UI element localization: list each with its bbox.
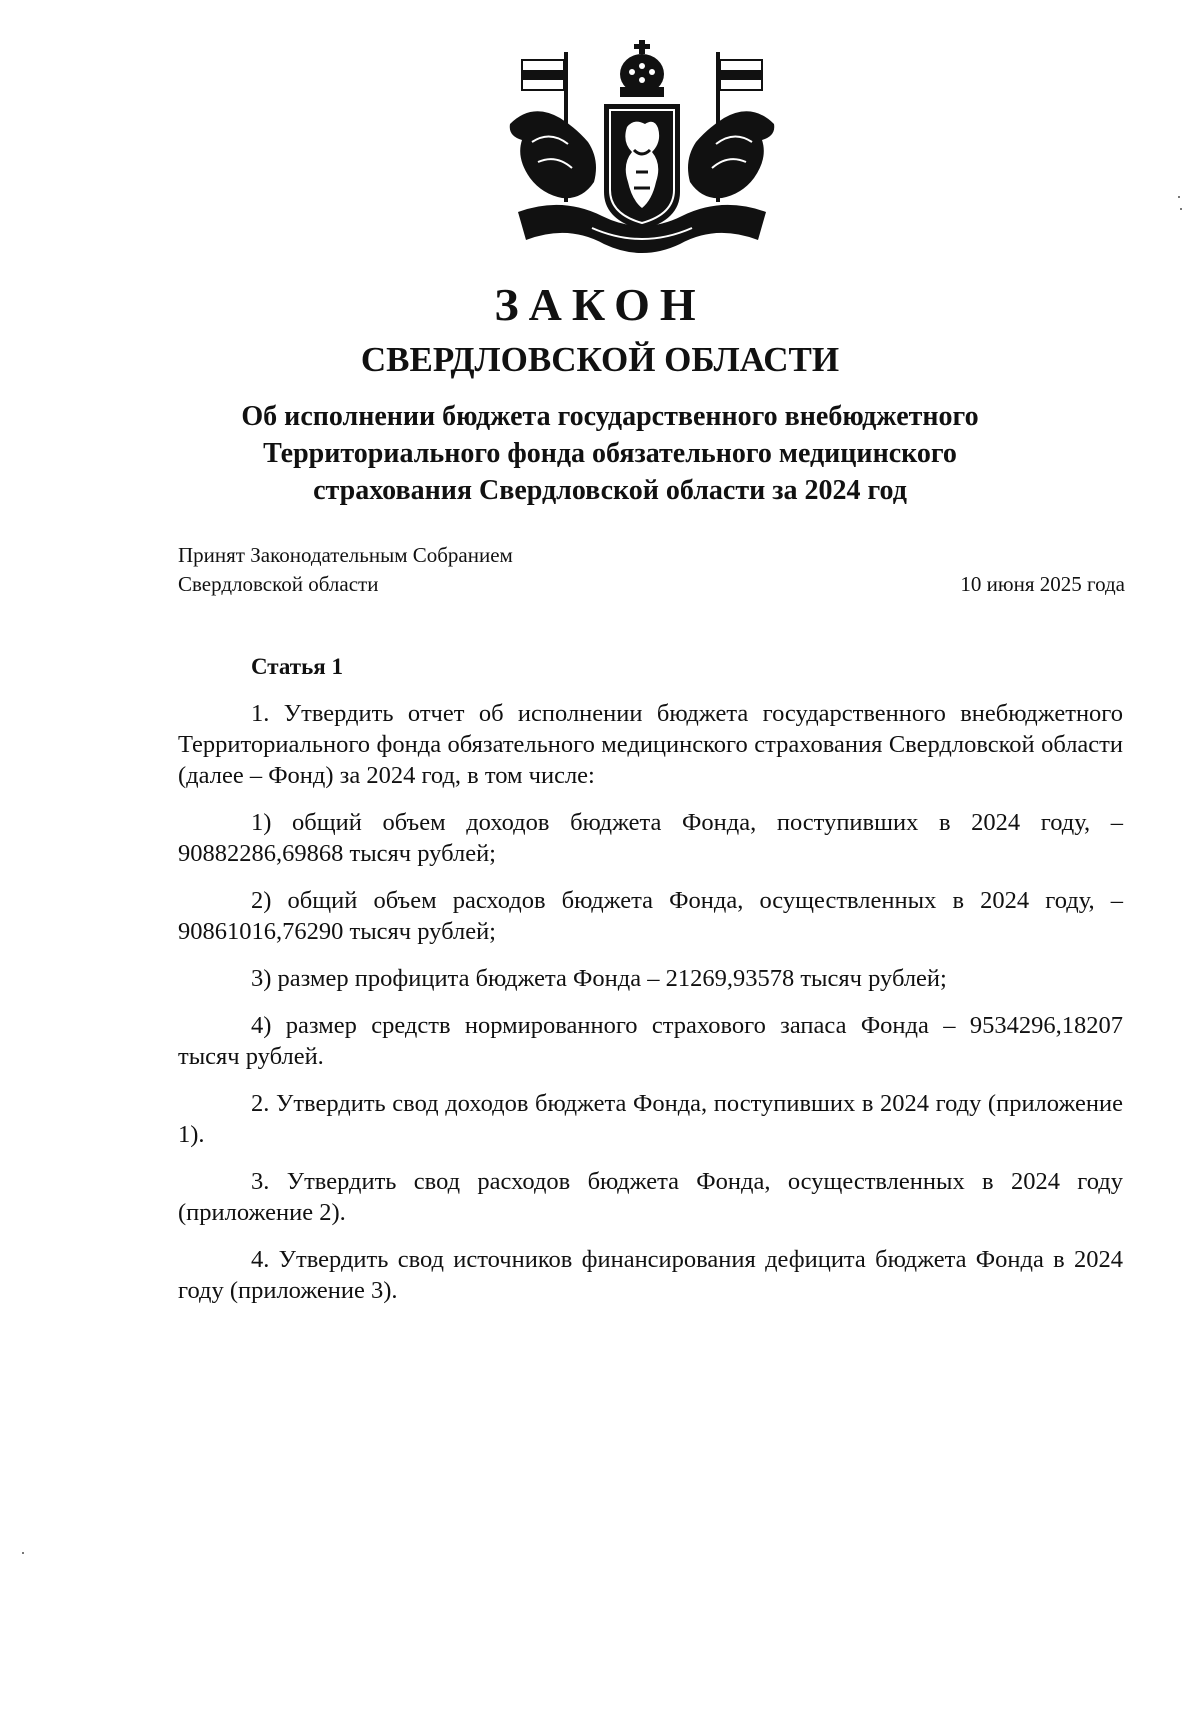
document-subject-line: Об исполнении бюджета государственного внебюджетного: [241, 401, 979, 432]
document-subject-title: [170, 398, 1050, 509]
article-paragraph: 3. Утвердить свод расходов бюджета Фонда, осуществленных в 2024 году (приложение 2).: [178, 1168, 1123, 1226]
article-paragraph: 2) общий объем расходов бюджета Фонда, осуществленных в 2024 году, – 90861016,76290 тысяч рублей;: [178, 887, 1123, 945]
article-body: [178, 698, 1123, 1322]
document-subject-line: страхования Свердловской области за 2024 год: [313, 475, 907, 506]
article-paragraph: 3) размер профицита бюджета Фонда – 21269,93578 тысяч рублей;: [251, 965, 947, 992]
adoption-authority-line: Свердловской области: [178, 572, 379, 596]
document-subject-line: Территориального фонда обязательного медицинского: [263, 438, 957, 469]
article-heading: Статья 1: [251, 654, 343, 679]
adoption-authority-line: Принят Законодательным Собранием: [178, 543, 513, 567]
article-paragraph: 2. Утвердить свод доходов бюджета Фонда, поступивших в 2024 году (приложение 1).: [178, 1090, 1123, 1148]
article-paragraph: 4. Утвердить свод источников финансирования дефицита бюджета Фонда в 2024 году (приложение 3).: [178, 1246, 1123, 1304]
scan-speck: [1178, 196, 1180, 198]
adoption-date: 10 июня 2025 года: [960, 572, 1125, 596]
adoption-authority: [178, 541, 513, 599]
region-title: СВЕРДЛОВСКОЙ ОБЛАСТИ: [360, 340, 840, 379]
article-paragraph: 1) общий объем доходов бюджета Фонда, поступивших в 2024 году, – 90882286,69868 тысяч рублей;: [178, 809, 1123, 867]
article-paragraph: 1. Утвердить отчет об исполнении бюджета государственного внебюджетного Территориального фонда обязательного медицинского страхования Свердловской области (далее – Фонд) за 2024 год, в том числе:: [178, 700, 1123, 789]
scan-speck: [1180, 208, 1182, 210]
scan-speck: [22, 1552, 24, 1554]
article-paragraph: 4) размер средств нормированного страхового запаса Фонда – 9534296,18207 тысяч рублей.: [178, 1012, 1123, 1070]
law-title: ЗАКОН: [494, 279, 706, 330]
coat-of-arms-emblem: [502, 32, 782, 264]
